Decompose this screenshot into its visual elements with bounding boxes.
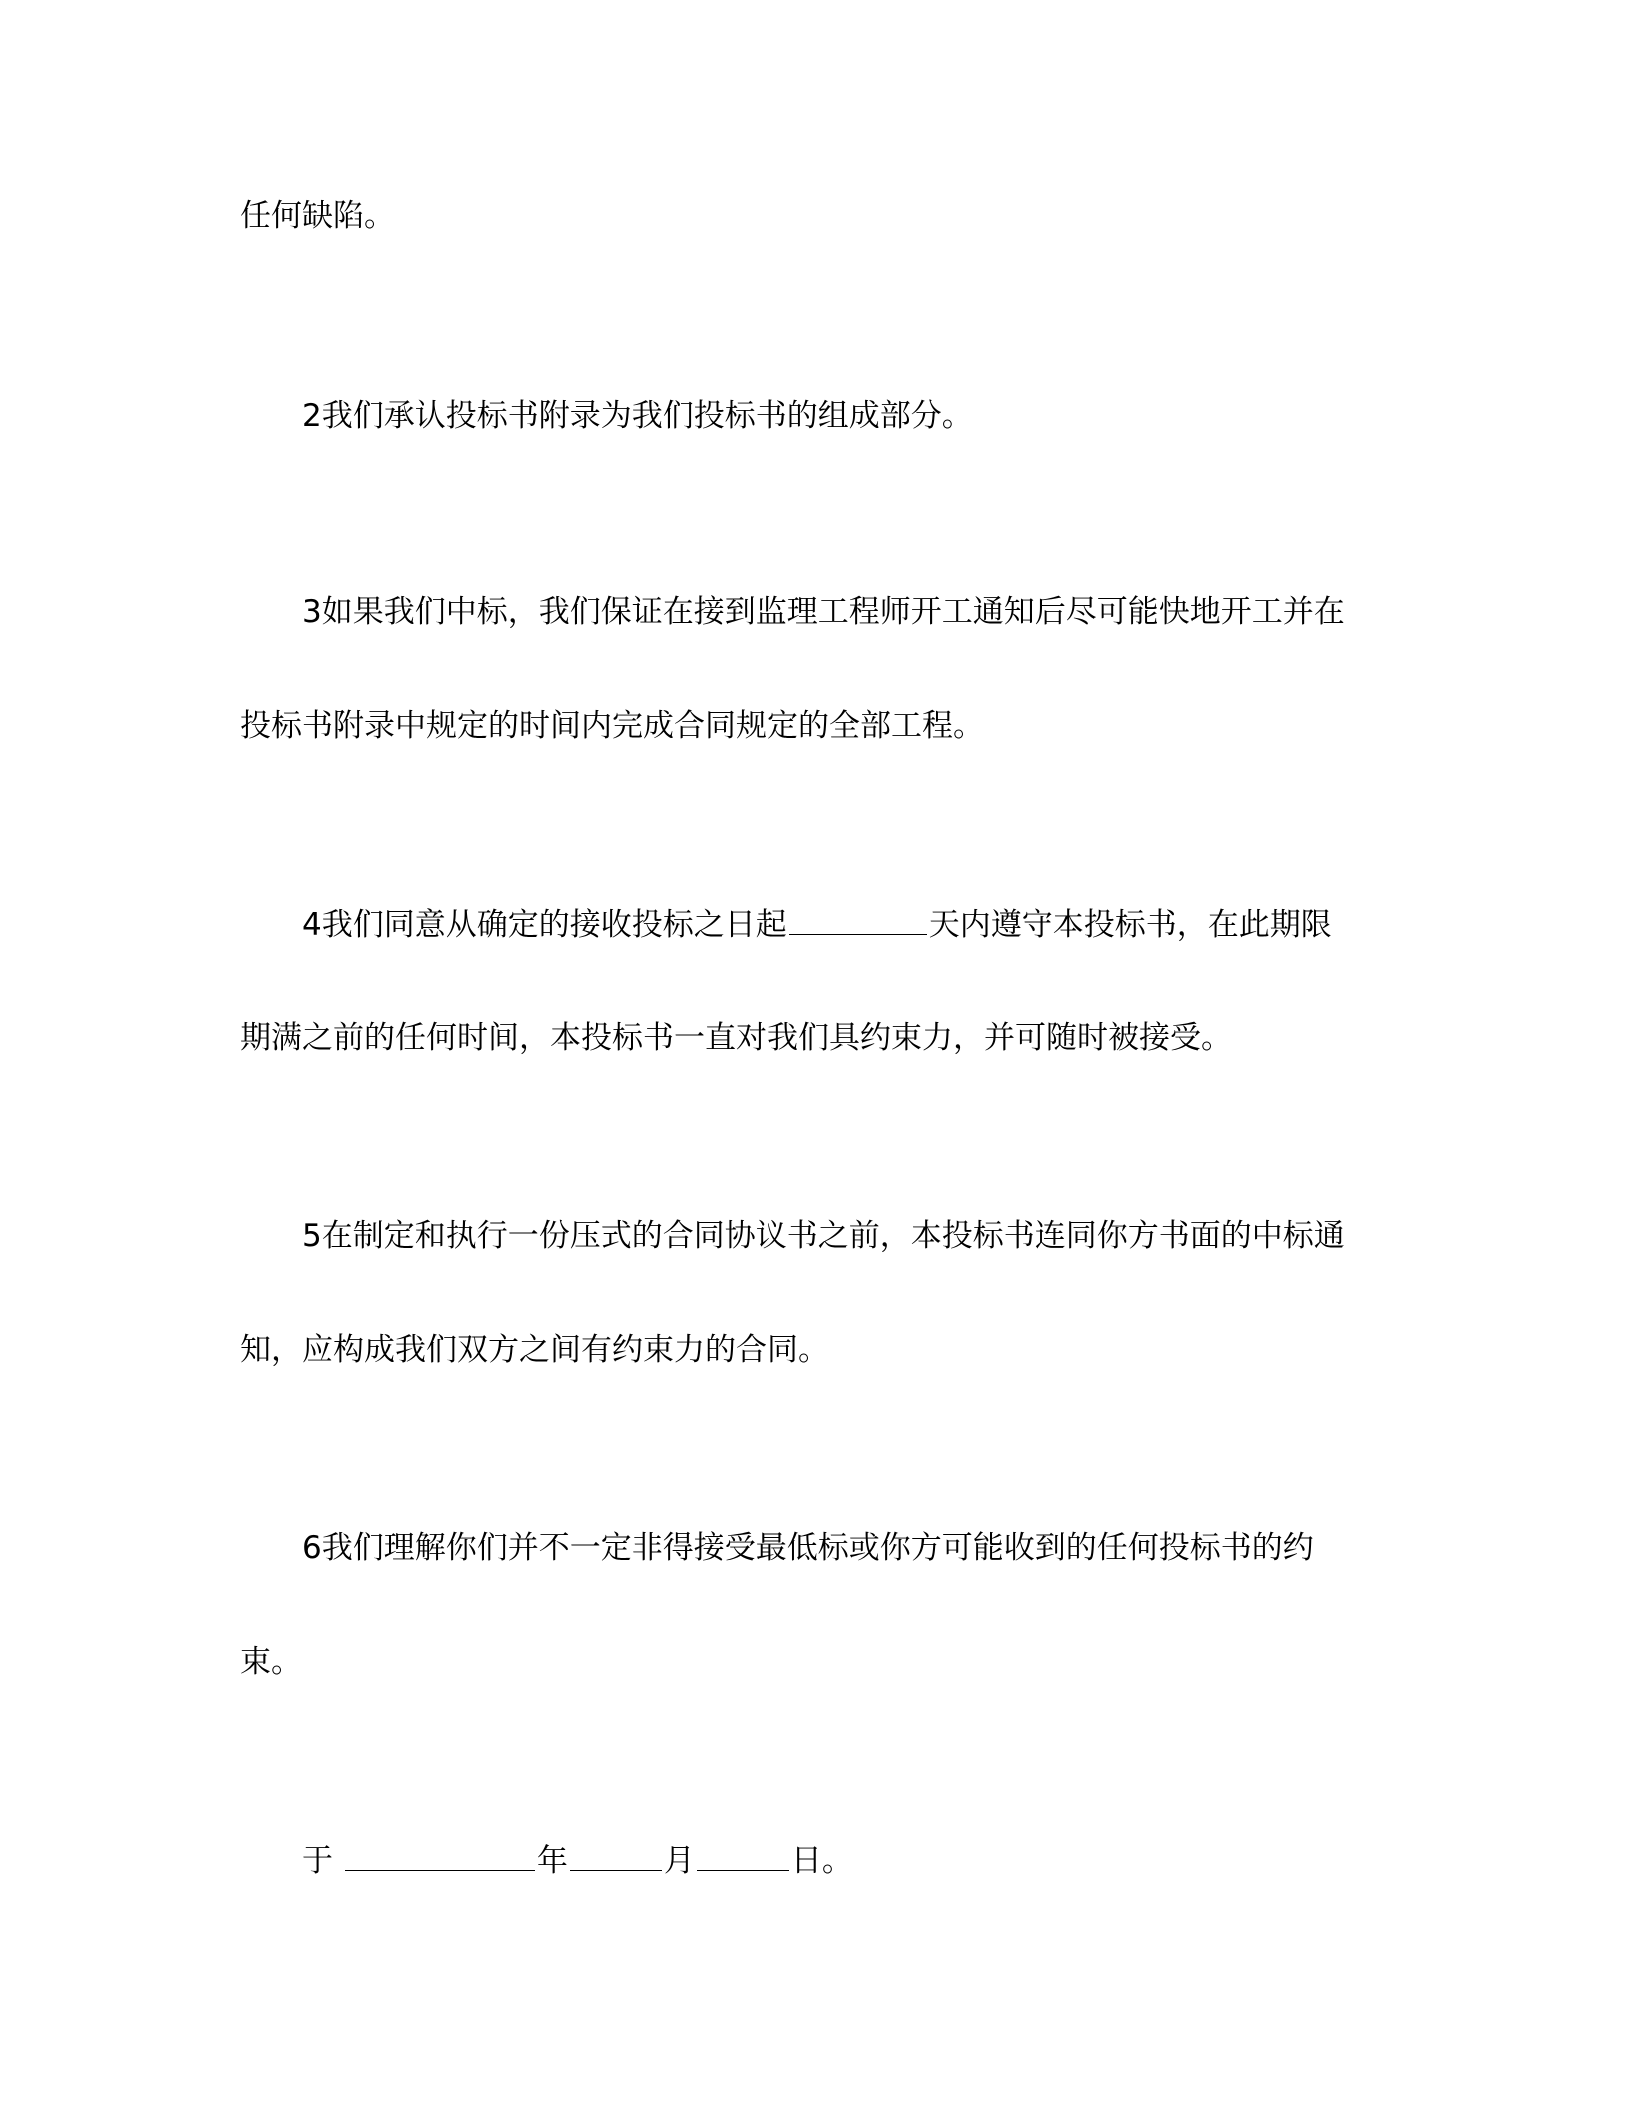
month-label: 月 [663, 1843, 695, 1879]
item-2: 2我们承认投标书附录为我们投标书的组成部分。 [302, 398, 973, 434]
item-4-text-before-blank: 4我们同意从确定的接收投标之日起 [302, 907, 787, 943]
day-label: 日。 [790, 1843, 853, 1879]
date-line [302, 1840, 853, 1881]
year-label: 年 [536, 1843, 568, 1879]
date-prefix: 于 [302, 1843, 333, 1879]
item-5-line-2: 知，应构成我们双方之间有约束力的合同。 [240, 1332, 829, 1368]
item-4-line-2: 期满之前的任何时间，本投标书一直对我们具约束力，并可随时被接受。 [240, 1020, 1232, 1056]
item-6-line-1: 6我们理解你们并不一定非得接受最低标或你方可能收到的任何投标书的约 [302, 1530, 1314, 1566]
paragraph-continuation: 任何缺陷。 [240, 198, 395, 234]
item-5-line-1: 5在制定和执行一份压式的合同协议书之前，本投标书连同你方书面的中标通 [302, 1218, 1345, 1254]
day-blank[interactable] [697, 1840, 789, 1871]
item-4-text-after-blank: 天内遵守本投标书，在此期限 [928, 907, 1332, 943]
item-6-line-2: 束。 [240, 1644, 302, 1680]
month-blank[interactable] [570, 1840, 662, 1871]
item-3-line-1: 3如果我们中标，我们保证在接到监理工程师开工通知后尽可能快地开工并在 [302, 594, 1345, 630]
item-3-line-2: 投标书附录中规定的时间内完成合同规定的全部工程。 [240, 708, 984, 744]
year-blank[interactable] [345, 1840, 535, 1871]
item-4-line-1 [302, 904, 1332, 945]
days-blank[interactable] [789, 904, 927, 935]
